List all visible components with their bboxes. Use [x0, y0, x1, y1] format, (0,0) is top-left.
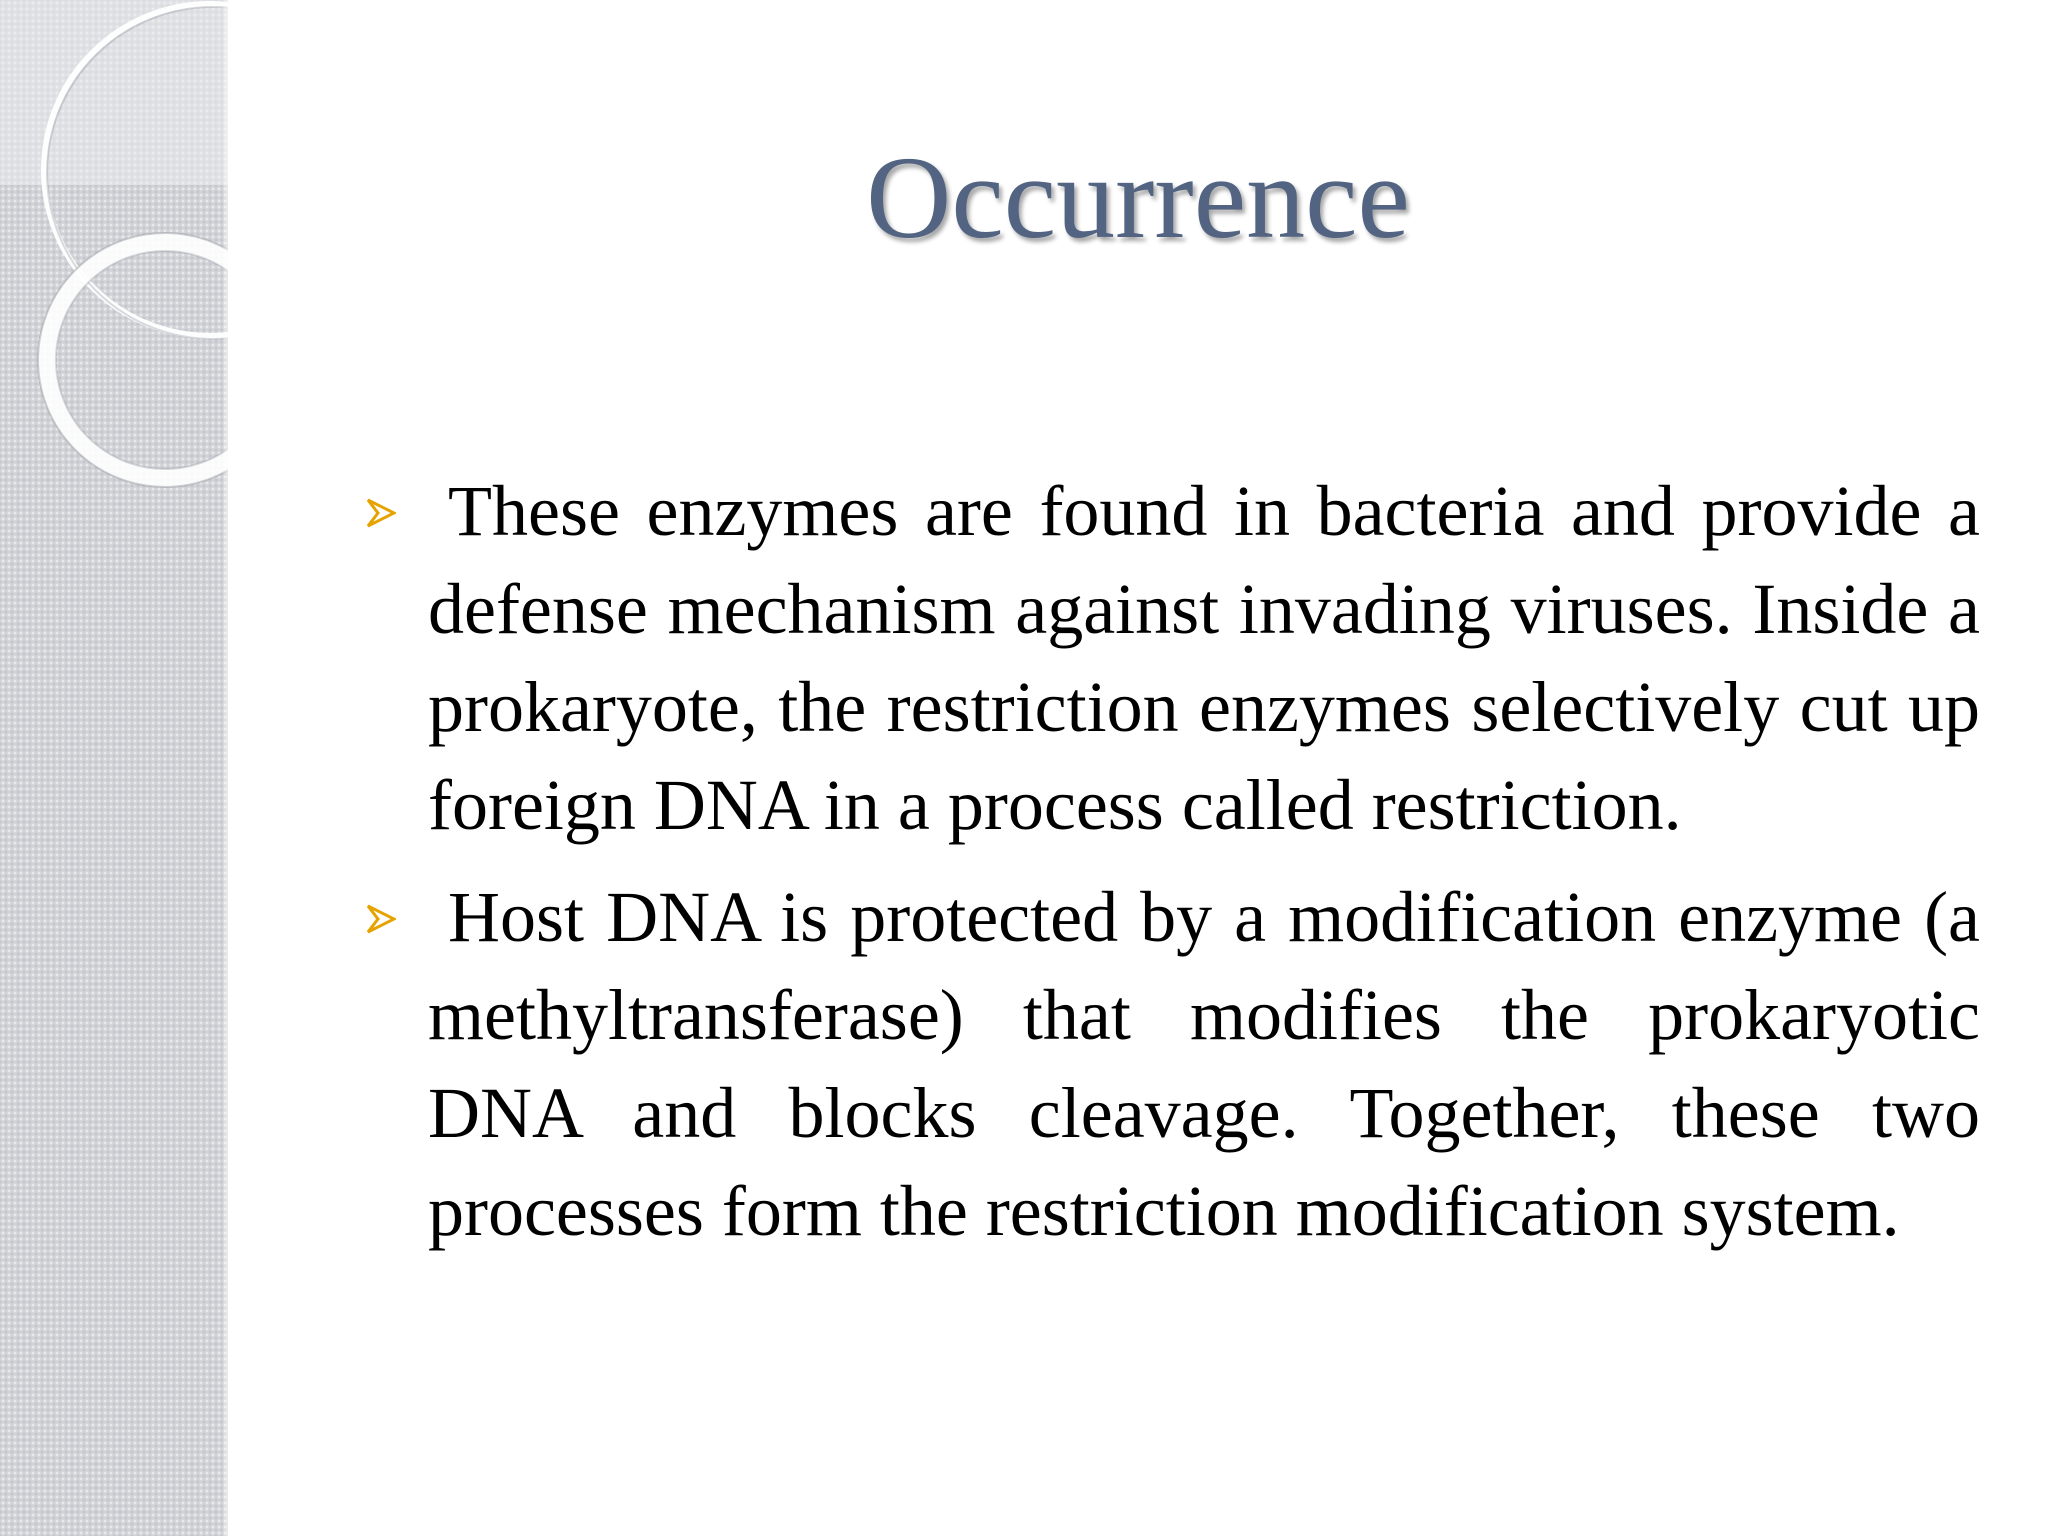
decorative-rings: [0, 0, 228, 520]
decorative-sidebar: [0, 0, 228, 1536]
slide-title: Occurrence: [866, 132, 1410, 263]
bullet-text: These enzymes are found in bacteria and provide a defense mechanism against invading viruses. Inside a prokaryote, the restriction enzymes selectively cut up foreign DNA in a process called restriction.: [428, 471, 1980, 845]
bullet-item: [366, 868, 1980, 1260]
bullet-item: [366, 462, 1980, 854]
bullet-list: [366, 462, 1980, 1274]
arrowhead-bullet-icon: [366, 498, 396, 528]
bullet-text: Host DNA is protected by a modification enzyme (a methyltransferase) that modifies the prokaryotic DNA and blocks cleavage. Together, these two processes form the restriction modification system.: [428, 877, 1980, 1251]
arrowhead-bullet-icon: [366, 904, 396, 934]
